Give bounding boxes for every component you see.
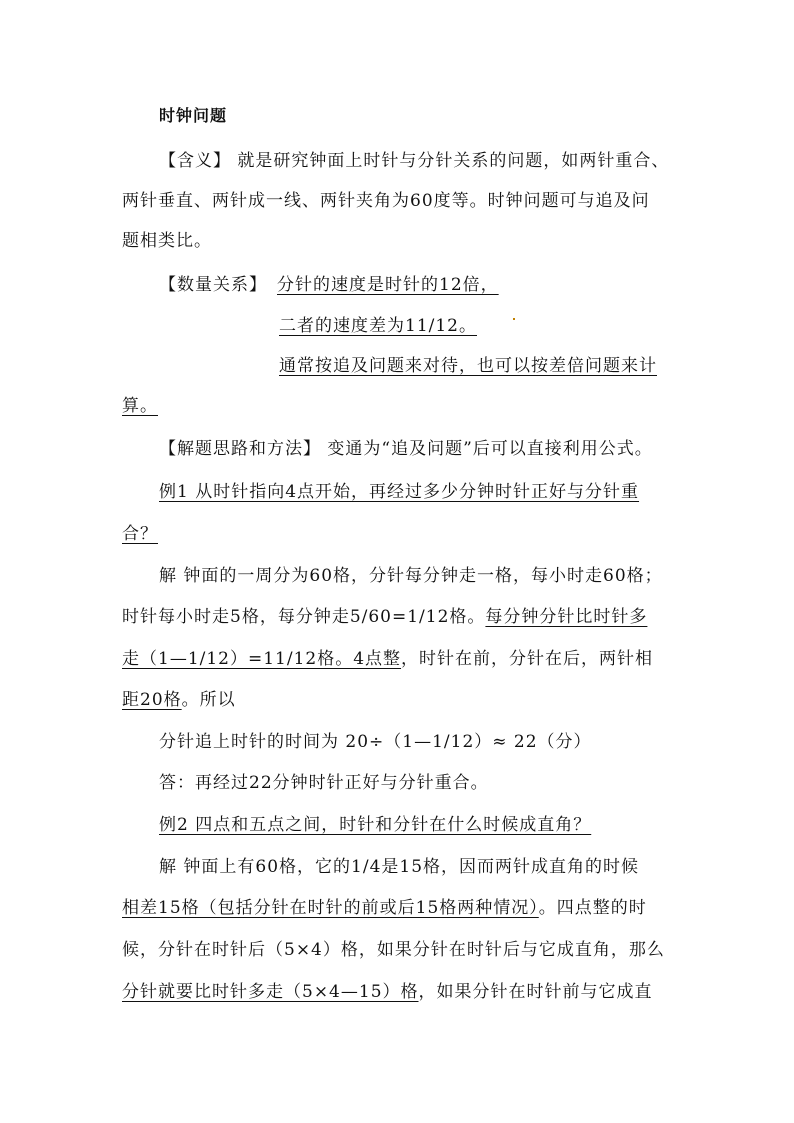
example1-solution-3b: ，时针在前，分针在后，两针相 (401, 649, 654, 669)
quantity-label: 【数量关系】 (159, 275, 267, 295)
example1-question-2: 合？ (122, 524, 158, 544)
example2-solution-4c: ，如果分针在时针前与它成直 (418, 982, 653, 1002)
example2-solution-3: 候，分针在时针后（5×4）格，如果分针在时针后与它成直角，那么 (122, 940, 665, 960)
meaning-line-3: 题相类比。 (122, 231, 212, 251)
example1-question-1: 例1 从时针指向4点开始，再经过多少分钟时针正好与分针重 (159, 482, 640, 502)
example1-solution-3 (122, 647, 653, 671)
example1-solution-4 (122, 688, 236, 712)
example1-solution-3a: 走（1—1/12）=11/12格。4点整 (122, 649, 402, 669)
quantity-text-1: 分针的速度是时针的12倍， (277, 275, 499, 295)
example1-solution-2 (122, 605, 647, 629)
quantity-line-2: 二者的速度差为11/12。 (279, 316, 477, 336)
example2-solution-4 (122, 980, 653, 1004)
method-text: 变通为“追及问题”后可以直接利用公式。 (321, 439, 653, 459)
example2-solution-2a: 相差15格（包括分针在时针的前或后15格两种情况） (122, 898, 539, 918)
example1-solution-2b: 每分钟分针比时针多 (485, 607, 648, 627)
quantity-line-1 (159, 273, 499, 297)
meaning-line-1 (159, 149, 669, 173)
example1-solution-1: 解 钟面的一周分为60格，分针每分钟走一格，每小时走60格； (159, 566, 663, 586)
example2-solution-4b: （5×4—15）格 (284, 982, 419, 1002)
example2-solution-1: 解 钟面上有60格，它的1/4是15格，因而两针成直角的时候 (159, 857, 640, 877)
method-line (159, 437, 653, 461)
example1-answer: 答：再经过22分钟时针正好与分针重合。 (159, 773, 489, 793)
example1-solution-2a: 时针每小时走5格，每分钟走5/60=1/12格。 (122, 607, 486, 627)
meaning-text-1: 就是研究钟面上时针与分针关系的问题，如两针重合、 (231, 151, 670, 171)
meaning-label: 【含义】 (159, 151, 231, 171)
page-title: 时钟问题 (159, 106, 228, 125)
example2-solution-2b: 。四点整的时 (538, 898, 647, 918)
method-label: 【解题思路和方法】 (159, 439, 321, 459)
meaning-line-2: 两针垂直、两针成一线、两针夹角为60度等。时钟问题可与追及问 (122, 191, 650, 211)
example1-solution-4b: 。所以 (181, 690, 236, 710)
example2-solution-4a: 分针就要比时针多走 (122, 982, 284, 1002)
example1-solution-5: 分针追上时针的时间为 20÷（1—1/12）≈ 22（分） (159, 732, 592, 752)
example2-question: 例2 四点和五点之间，时针和分针在什么时候成直角？ (159, 815, 592, 835)
quantity-line-3: 通常按追及问题来对待，也可以按差倍问题来计 (279, 356, 657, 376)
example1-solution-4a: 距20格 (122, 690, 182, 710)
stray-dot (513, 318, 515, 320)
example2-solution-2 (122, 896, 647, 920)
quantity-line-4: 算。 (122, 396, 158, 416)
